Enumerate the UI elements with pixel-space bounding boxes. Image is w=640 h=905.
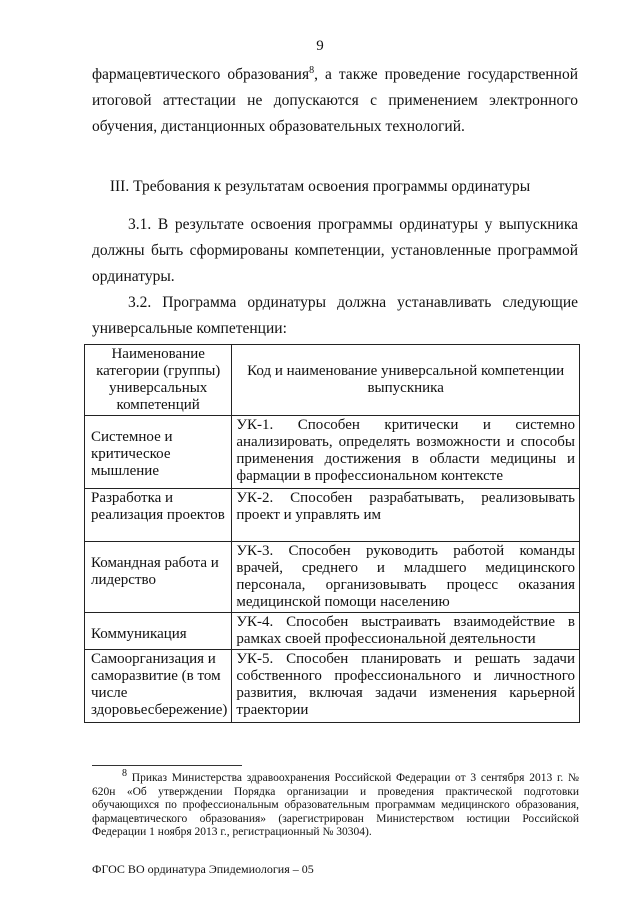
- paragraph-3-2: [92, 290, 578, 342]
- row-competence-text: УК-1. Способен критически и системно анализировать, определять возможности и способы применения достижения в области медицины и фармации в профессиональном контексте: [236, 417, 575, 484]
- row-category: [85, 650, 232, 723]
- intro-paragraph: [92, 62, 578, 140]
- row-competence: [232, 650, 580, 723]
- table-row: [85, 416, 580, 489]
- paragraph-3-2-line-1: 3.2. Программа ординатуры должна устанавливать следующие: [128, 294, 578, 311]
- paragraph-3-1: [92, 212, 578, 290]
- footnote: [92, 768, 579, 840]
- table-row: [85, 650, 580, 723]
- paragraph-3-1-line-1: 3.1. В результате освоения программы ординатуры у выпускника: [128, 216, 578, 233]
- row-competence-text: УК-4. Способен выстраивать взаимодействие в рамках своей профессиональной деятельности: [236, 614, 575, 647]
- paragraph-3-2-line-2: универсальные компетенции:: [92, 320, 287, 337]
- paragraph-3-1-line-3: ординатуры.: [92, 268, 175, 285]
- table-row: [85, 489, 580, 542]
- footnote-separator: [92, 765, 242, 766]
- table-header-row: [85, 345, 580, 416]
- intro-line-1-a: фармацевтического образования: [92, 66, 310, 83]
- table-row: [85, 542, 580, 613]
- row-competence: [232, 416, 580, 489]
- row-competence-text: УК-2. Способен разрабатывать, реализовывать проект и управлять им: [236, 490, 575, 523]
- page-footer: ФГОС ВО ординатура Эпидемиология – 05: [92, 862, 314, 876]
- section-heading: III. Требования к результатам освоения программы ординатуры: [109, 178, 531, 195]
- row-category-text: Самоорганизация и саморазвитие (в том числе здоровьесбережение): [91, 651, 228, 718]
- row-category-text: Системное и критическое мышление: [91, 429, 173, 479]
- row-category-text: Командная работа и лидерство: [91, 555, 219, 588]
- footnote-ref[interactable]: 8: [309, 64, 315, 76]
- competencies-table: [84, 344, 580, 723]
- row-category: [85, 542, 232, 613]
- row-competence-text: УК-3. Способен руководить работой команды врачей, среднего и младшего медицинского персонала, организовывать процесс оказания медицинской помощи населению: [236, 543, 575, 610]
- row-category-text: Коммуникация: [91, 626, 187, 642]
- header-competence: Код и наименование универсальной компетенции выпускника: [232, 345, 580, 416]
- row-competence-text: УК-5. Способен планировать и решать задачи собственного профессионального и личностного развития, включая задачи изменения карьерной траектории: [236, 651, 575, 718]
- paragraph-3-1-line-2: должны быть сформированы компетенции, установленные программой: [92, 242, 578, 259]
- intro-line-3: обучения, дистанционных образовательных технологий.: [92, 118, 465, 135]
- row-competence: [232, 613, 580, 650]
- intro-line-1: [92, 62, 578, 88]
- intro-line-2: итоговой аттестации не допускаются с применением электронного: [92, 92, 578, 109]
- footnote-text: Приказ Министерства здравоохранения Российской Федерации от 3 сентября 2013 г. № 620н «Об утверждении Порядка организации и проведения практической подготовки обучающихся по профессиональным образовательным программам медицинского образования, фармацевтического образования» (зарегистрирован Министерством юстиции Российской Федерации 1 ноября 2013 г., регистрационный № 30304).: [92, 772, 579, 838]
- footnote-number: 8: [122, 768, 127, 780]
- page-number: 9: [316, 38, 324, 54]
- row-competence: [232, 542, 580, 613]
- table-row: [85, 613, 580, 650]
- header-category: Наименование категории (группы) универсальных компетенций: [85, 345, 232, 416]
- row-category: [85, 489, 232, 542]
- row-category: [85, 416, 232, 489]
- row-category: [85, 613, 232, 650]
- row-competence: [232, 489, 580, 542]
- intro-line-1-b: , а также проведение государственной: [314, 66, 578, 83]
- row-category-text: Разработка и реализация проектов: [91, 490, 225, 523]
